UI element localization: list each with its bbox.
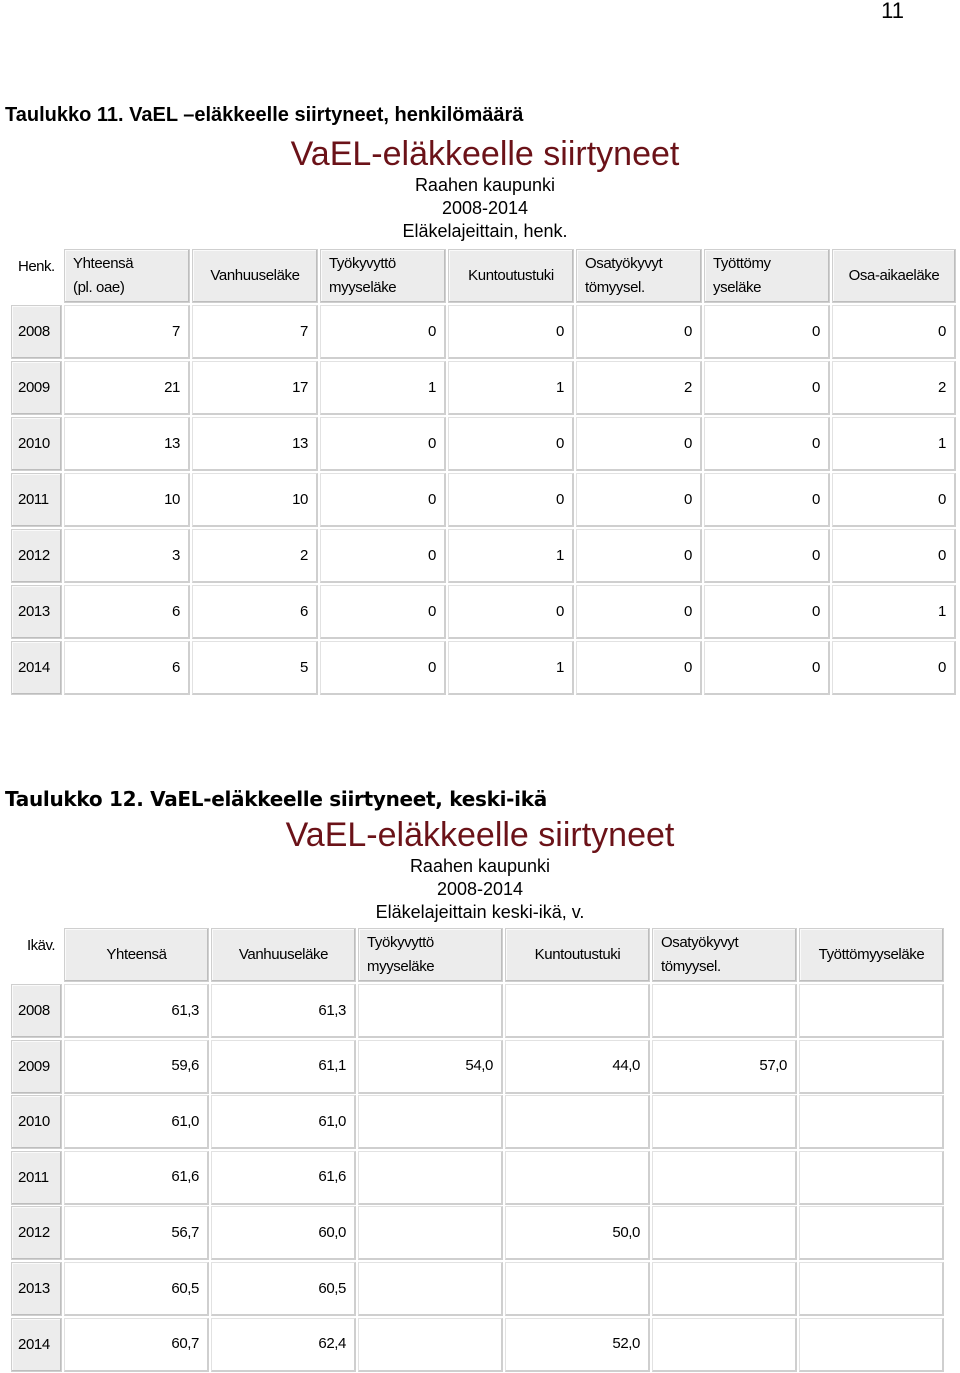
table-11-cell-value: 2 — [938, 378, 946, 396]
table-12-cell-value: 61,6 — [171, 1168, 199, 1186]
table-12-data-cell — [211, 1262, 356, 1316]
table-11-data-cell — [576, 585, 702, 639]
table-11-data-cell — [576, 305, 702, 359]
table-11-cell-value: 0 — [812, 434, 820, 452]
table-12-row-year: 2010 — [18, 1113, 50, 1131]
table-11-cell-value: 0 — [684, 434, 692, 452]
table-11-data-cell — [576, 417, 702, 471]
table-12-cell-value: 60,0 — [318, 1223, 346, 1241]
table-12-cell-value: 61,3 — [318, 1001, 346, 1019]
table-11-data-cell — [576, 361, 702, 415]
table-11-cell-value: 7 — [172, 322, 180, 340]
table-11-row-label — [11, 305, 62, 359]
table-11-column-header — [576, 249, 702, 303]
table-11-cell-value: 21 — [164, 378, 180, 396]
table-11-data-cell — [704, 417, 830, 471]
table-12-data-cell — [211, 1206, 356, 1260]
table-12-subtitle-line: 2008-2014 — [436, 879, 524, 899]
table-12-cell-value: 56,7 — [171, 1223, 199, 1241]
table-12-column-header-label: Yhteensä — [106, 946, 167, 963]
table-12-data-cell — [652, 1151, 797, 1205]
table-11-title-block — [285, 134, 685, 243]
table-12-data-cell — [799, 1095, 944, 1149]
table-11-cell-value: 0 — [556, 322, 564, 340]
table-11-cell-value: 0 — [428, 490, 436, 508]
table-11-column-header — [704, 249, 830, 303]
table-12-data-cell — [64, 1151, 209, 1205]
table-11-data-cell — [448, 417, 574, 471]
table-12-column-header — [358, 928, 503, 982]
table-12-cell-value: 62,4 — [318, 1335, 346, 1353]
table-11-data-cell — [704, 641, 830, 695]
table-11-data-cell — [704, 305, 830, 359]
table-11-cell-value: 0 — [556, 602, 564, 620]
table-11-column-header-label: Osatyökyvyt — [585, 255, 663, 272]
table-11-cell-value: 0 — [428, 434, 436, 452]
table-12-column-header-label: Kuntoutustuki — [534, 946, 621, 963]
table-12-column-header-label: Työttömyyseläke — [818, 946, 925, 963]
table-11-column-header-label: myyseläke — [329, 279, 397, 296]
table-12-cell-value: 44,0 — [612, 1057, 640, 1075]
table-11-row-year: 2013 — [18, 603, 50, 620]
table-12-column-header — [652, 928, 797, 982]
table-11-data-cell — [832, 417, 956, 471]
table-12-data-cell — [211, 1095, 356, 1149]
table-12-column-header-label: Työkyvyttö — [367, 934, 434, 951]
table-11-column-header — [320, 249, 446, 303]
table-11-cell-value: 6 — [172, 658, 180, 676]
table-11-data-cell — [192, 585, 318, 639]
table-11-data-cell — [448, 585, 574, 639]
table-12-subtitle-line: Raahen kaupunki — [409, 856, 551, 876]
table-11-data-cell — [192, 641, 318, 695]
table-11-data-cell — [64, 473, 190, 527]
table-11-column-header — [64, 249, 190, 303]
table-12-cell-value: 54,0 — [465, 1057, 493, 1075]
table-12-cell-value: 61,0 — [318, 1112, 346, 1130]
table-12-row-label — [11, 1318, 62, 1372]
table-12-cell-value: 50,0 — [612, 1223, 640, 1241]
table-11-data-cell — [64, 417, 190, 471]
table-11-row-year: 2008 — [18, 323, 50, 340]
table-11-data-cell — [64, 361, 190, 415]
table-11-cell-value: 0 — [938, 322, 946, 340]
table-11-cell-value: 3 — [172, 546, 180, 564]
table-11-cell-value: 10 — [164, 490, 180, 508]
table-12-row-year: 2008 — [18, 1002, 50, 1019]
table-11-column-header — [448, 249, 574, 303]
table-11-cell-value: 0 — [812, 322, 820, 340]
table-12-cell-value: 52,0 — [612, 1335, 640, 1353]
table-12-data-cell — [505, 1318, 650, 1372]
table-11-cell-value: 0 — [684, 658, 692, 676]
table-11-data-cell — [832, 585, 956, 639]
table-11-data-cell — [704, 529, 830, 583]
table-12-column-header — [64, 928, 209, 982]
table-12-column-header — [505, 928, 650, 982]
table-11-cell-value: 5 — [300, 658, 308, 676]
table-12-data-cell — [505, 1206, 650, 1260]
table-11-data-cell — [64, 529, 190, 583]
table-11-data-cell — [832, 473, 956, 527]
table-12-row-label — [11, 1040, 62, 1094]
table-11-cell-value: 6 — [300, 602, 308, 620]
table-11-cell-value: 1 — [428, 378, 436, 396]
table-12-row-label — [11, 1151, 62, 1205]
table-12-data-cell — [64, 1095, 209, 1149]
table-11-data-cell — [704, 361, 830, 415]
table-11-data-cell — [320, 305, 446, 359]
table-11-column-header-label: yseläke — [713, 279, 762, 296]
table-12-data-cell — [211, 1040, 356, 1094]
table-11-cell-value: 13 — [292, 434, 308, 452]
table-11-cell-value: 0 — [556, 490, 564, 508]
table-11-cell-value: 0 — [812, 490, 820, 508]
table-11-column-header-label: Yhteensä — [73, 255, 134, 272]
table-11-column-header — [832, 249, 956, 303]
table-12-cell-value: 61,1 — [318, 1057, 346, 1075]
table-11-data-cell — [448, 361, 574, 415]
table-11-data-cell — [320, 473, 446, 527]
table-12-row-label — [11, 984, 62, 1038]
table-11-column-header-label: Työkyvyttö — [329, 255, 396, 272]
table-12-data-cell — [358, 1206, 503, 1260]
table-12-data-cell — [652, 1040, 797, 1094]
table-11-data-cell — [704, 585, 830, 639]
table-11-data-cell — [320, 641, 446, 695]
table-11-cell-value: 10 — [292, 490, 308, 508]
table-11-data-cell — [320, 417, 446, 471]
table-11-subtitle-line: 2008-2014 — [441, 198, 529, 218]
table-11-column-header-label: Vanhuuseläke — [210, 267, 300, 284]
table-12-data-cell — [505, 1040, 650, 1094]
table-11-data-cell — [448, 529, 574, 583]
table-11-cell-value: 0 — [428, 322, 436, 340]
table-11-cell-value: 0 — [684, 490, 692, 508]
table-12-column-header-label: tömyysel. — [661, 958, 721, 975]
table-11-cell-value: 0 — [938, 490, 946, 508]
table-11-title: VaEL-eläkkeelle siirtyneet — [290, 135, 680, 173]
table-11-cell-value: 0 — [684, 322, 692, 340]
page-number: 11 — [881, 0, 904, 23]
table-11-data-cell — [704, 473, 830, 527]
table-11-cell-value: 1 — [938, 434, 946, 452]
table-11-data-cell — [192, 361, 318, 415]
table-11-data-cell — [192, 417, 318, 471]
table-11-data-cell — [64, 305, 190, 359]
table-12-cell-value: 61,6 — [318, 1168, 346, 1186]
table-12-column-header — [211, 928, 356, 982]
table-11-data-cell — [320, 529, 446, 583]
table-11-data-cell — [576, 473, 702, 527]
table-11-cell-value: 1 — [556, 658, 564, 676]
table-11-column-header-label: tömyysel. — [585, 279, 645, 296]
table-12-data-cell — [358, 984, 503, 1038]
table-11-cell-value: 6 — [172, 602, 180, 620]
table-11-data-cell — [448, 473, 574, 527]
table-11-row-year: 2011 — [18, 491, 49, 508]
table-12-cell-value: 59,6 — [171, 1057, 199, 1075]
table-11-data-cell — [832, 641, 956, 695]
table-11-cell-value: 0 — [684, 546, 692, 564]
table-11-cell-value: 0 — [938, 658, 946, 676]
table-11-row-year: 2010 — [18, 435, 50, 452]
table-11-row-year: 2009 — [18, 379, 50, 396]
table-12-cell-value: 60,7 — [171, 1335, 199, 1353]
table-11-cell-value: 0 — [812, 658, 820, 676]
table-11-data-cell — [576, 529, 702, 583]
table-12-data-cell — [211, 984, 356, 1038]
table-12-data-cell — [64, 1206, 209, 1260]
table-11-row-label — [11, 529, 62, 583]
table-12-cell-value: 57,0 — [759, 1057, 787, 1075]
table-11-cell-value: 17 — [292, 378, 308, 396]
table-11-column-header-label: (pl. oae) — [73, 279, 125, 296]
table-11-cell-value: 7 — [300, 322, 308, 340]
table-12-title-block — [280, 815, 680, 924]
table-11-column-header-label: Kuntoutustuki — [468, 267, 554, 284]
table-12-data-cell — [358, 1040, 503, 1094]
table-12-data-cell — [652, 984, 797, 1038]
table-12-data-cell — [358, 1262, 503, 1316]
table-11-cell-value: 1 — [556, 378, 564, 396]
table-12-row-year: 2011 — [18, 1168, 49, 1186]
table-12-subtitle-line: Eläkelajeittain keski-ikä, v. — [375, 902, 585, 922]
table-11-cell-value: 0 — [684, 602, 692, 620]
table-11-row-year: 2014 — [18, 659, 50, 676]
table-12-row-year: 2014 — [18, 1335, 50, 1353]
table-11-data-cell — [832, 361, 956, 415]
table-12-data-cell — [505, 1151, 650, 1205]
table-11-data-cell — [192, 305, 318, 359]
table-12-data-cell — [799, 1151, 944, 1205]
table-12-row-year: 2012 — [18, 1224, 50, 1242]
table-12-data-cell — [652, 1206, 797, 1260]
table-12-data-cell — [64, 1040, 209, 1094]
table-11-cell-value: 0 — [428, 658, 436, 676]
table-11-row-label — [11, 473, 62, 527]
table-11-heading: Taulukko 11. VaEL –eläkkeelle siirtyneet, henkilömäärä — [5, 104, 524, 126]
table-11-cell-value: 0 — [428, 602, 436, 620]
table-12-data-cell — [358, 1151, 503, 1205]
table-12-data-cell — [64, 1262, 209, 1316]
table-12-row-year: 2009 — [18, 1057, 50, 1075]
table-11-cell-value: 1 — [556, 546, 564, 564]
table-11-row-label — [11, 641, 62, 695]
table-11-cell-value: 0 — [938, 546, 946, 564]
table-11-data-cell — [192, 529, 318, 583]
table-11-column-header — [192, 249, 318, 303]
table-12-data-cell — [652, 1095, 797, 1149]
table-11-corner-label: Henk. — [18, 258, 55, 275]
table-12-data-cell — [799, 1318, 944, 1372]
table-12-row-label — [11, 1206, 62, 1260]
table-12-data-cell — [652, 1262, 797, 1316]
table-12-data-cell — [505, 1262, 650, 1316]
table-12-column-header — [799, 928, 944, 982]
table-11-cell-value: 0 — [556, 434, 564, 452]
table-12-data-cell — [211, 1318, 356, 1372]
table-12-data-cell — [799, 1040, 944, 1094]
table-11-cell-value: 2 — [300, 546, 308, 564]
table-12-title: VaEL-eläkkeelle siirtyneet — [285, 816, 675, 854]
table-12-cell-value: 60,5 — [318, 1279, 346, 1297]
table-11-row-label — [11, 361, 62, 415]
table-11-data-cell — [64, 585, 190, 639]
table-12-row-label — [11, 1262, 62, 1316]
table-12-cell-value: 61,0 — [171, 1112, 199, 1130]
table-12-data-cell — [64, 1318, 209, 1372]
table-12-row-year: 2013 — [18, 1280, 50, 1297]
table-11-cell-value: 0 — [812, 378, 820, 396]
table-11-column-header-label: Työttömy — [713, 255, 771, 272]
table-11-row-label — [11, 417, 62, 471]
table-12-column-header-label: myyseläke — [367, 958, 435, 975]
table-12-column-header-label: Osatyökyvyt — [661, 934, 739, 951]
table-11-data-cell — [192, 473, 318, 527]
table-11-data-cell — [320, 585, 446, 639]
table-11-subtitle-line: Raahen kaupunki — [414, 175, 556, 195]
table-12-data-cell — [505, 1095, 650, 1149]
table-11-cell-value: 0 — [428, 546, 436, 564]
table-12-row-label — [11, 1095, 62, 1149]
table-12-cell-value: 60,5 — [171, 1279, 199, 1297]
table-12-data-cell — [799, 1262, 944, 1316]
table-11-data-cell — [64, 641, 190, 695]
table-11-data-cell — [448, 305, 574, 359]
table-12-data-cell — [505, 984, 650, 1038]
table-11-subtitle-line: Eläkelajeittain, henk. — [402, 221, 568, 241]
table-11-data-cell — [320, 361, 446, 415]
table-11-data-cell — [832, 305, 956, 359]
table-11-data-cell — [832, 529, 956, 583]
table-11-column-header-label: Osa-aikaeläke — [848, 267, 940, 284]
table-11-row-year: 2012 — [18, 547, 50, 564]
table-11-cell-value: 13 — [164, 434, 180, 452]
table-12-data-cell — [652, 1318, 797, 1372]
table-12-data-cell — [358, 1318, 503, 1372]
table-12-corner-label: Ikäv. — [27, 937, 56, 954]
table-11-cell-value: 0 — [812, 602, 820, 620]
table-12-data-cell — [358, 1095, 503, 1149]
table-12-data-cell — [64, 984, 209, 1038]
table-11-data-cell — [448, 641, 574, 695]
table-12-cell-value: 61,3 — [171, 1001, 199, 1019]
table-12-column-header-label: Vanhuuseläke — [238, 946, 329, 963]
table-12-heading: Taulukko 12. VaEL-eläkkeelle siirtyneet, keski-ikä — [5, 787, 547, 811]
table-11-cell-value: 0 — [812, 546, 820, 564]
table-12-data-cell — [799, 1206, 944, 1260]
table-11-data-cell — [576, 641, 702, 695]
table-12-data-cell — [799, 984, 944, 1038]
table-11-cell-value: 1 — [938, 602, 946, 620]
table-12-data-cell — [211, 1151, 356, 1205]
table-11-row-label — [11, 585, 62, 639]
table-11-cell-value: 2 — [684, 378, 692, 396]
